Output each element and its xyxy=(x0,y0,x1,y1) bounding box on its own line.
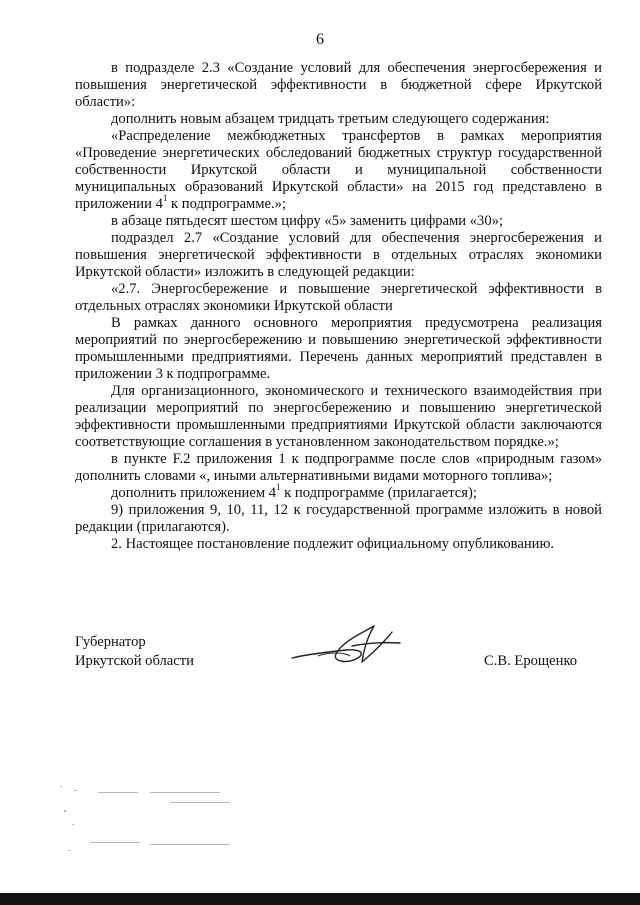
document-body xyxy=(75,60,602,553)
superscript: 1 xyxy=(162,193,168,204)
paragraph: Для организационного, экономического и технического взаимодействия при реализации мероприятий по энергосбережению и повышению энергетической эффективности промышленными предприятиями Иркутской области заключаются соответствующие соглашения в установленном законодательством порядке.»; xyxy=(75,383,602,450)
handwritten-signature xyxy=(288,612,408,672)
paragraph: «2.7. Энергосбережение и повышение энергетической эффективности в отдельных отраслях экономики Иркутской области xyxy=(75,281,602,314)
signatory-title-line1: Губернатор xyxy=(75,634,146,650)
paragraph: в абзаце пятьдесят шестом цифру «5» заменить цифрами «30»; xyxy=(111,213,504,229)
page-number: 6 xyxy=(316,31,324,48)
scan-artifacts xyxy=(60,780,260,860)
paragraph: в пункте F.2 приложения 1 к подпрограмме после слов «природным газом» дополнить словами «, иными альтернативными видами моторного топлива»; xyxy=(75,451,602,484)
superscript: 1 xyxy=(276,482,281,493)
paragraph: 2. Настоящее постановление подлежит официальному опубликованию. xyxy=(111,536,555,552)
paragraph: дополнить новым абзацем тридцать третьим следующего содержания: xyxy=(111,111,550,127)
signatory-name: С.В. Ерощенко xyxy=(484,653,578,669)
paragraph: дополнить приложением $4^1$ к подпрограмме (прилагается); xyxy=(111,482,477,501)
paragraph: 9) приложения 9, 10, 11, 12 к государственной программе изложить в новой редакции (прилагаются). xyxy=(75,502,602,535)
paragraph: «Распределение межбюджетных трансфертов в рамках мероприятия «Проведение энергетических обследований бюджетных структур государственной собственности Иркутской области и муниципальной собственности муниципальных образований Иркутской области» на 2015 год представлено в приложении $4^1$ к подпрограмме.»; xyxy=(75,128,602,212)
paragraph: В рамках данного основного мероприятия предусмотрена реализация мероприятий по энергосбережению и повышению энергетической эффективности промышленными предприятиями. Перечень данных мероприятий представлен в приложении 3 к подпрограмме. xyxy=(75,315,602,382)
scan-bottom-edge xyxy=(0,893,640,905)
paragraph: подраздел 2.7 «Создание условий для обеспечения энергосбережения и повышения энергетической эффективности в отдельных отраслях экономики Иркутской области» изложить в следующей редакции: xyxy=(75,230,602,280)
paragraph: в подразделе 2.3 «Создание условий для обеспечения энергосбережения и повышения энергетической эффективности в бюджетной сфере Иркутской области»: xyxy=(75,60,602,110)
signatory-title-line2: Иркутской области xyxy=(75,653,194,669)
signatory-title xyxy=(75,633,194,671)
